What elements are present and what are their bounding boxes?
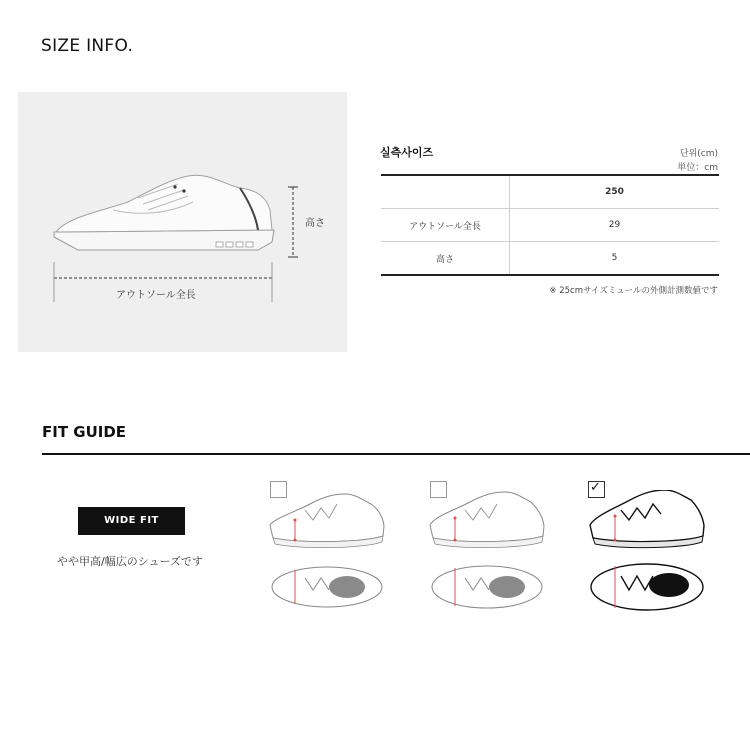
fit-guide-title: FIT GUIDE (42, 423, 127, 441)
table-row-value: 29 (510, 209, 720, 242)
table-row-label: アウトソール全長 (381, 209, 510, 242)
unit-label-ko: 단위(cm) (679, 149, 718, 159)
length-label: アウトソール全長 (116, 290, 196, 301)
table-row-value: 5 (510, 242, 720, 276)
size-table (381, 174, 719, 276)
wide-fit-badge: WIDE FIT (78, 507, 185, 535)
height-label: 高さ (305, 218, 325, 229)
shoe-fit-illustration (265, 490, 390, 615)
table-header-cell: 250 (510, 175, 720, 209)
fit-description: やや甲高/幅広のシューズです (57, 555, 203, 568)
table-row-label: 高さ (381, 242, 510, 276)
table-row (381, 242, 719, 276)
table-header-row (381, 175, 719, 209)
shoe-fit-illustration-selected (585, 490, 710, 615)
shoe-fit-illustration (425, 490, 550, 615)
section-divider (42, 453, 750, 455)
shoe-side-illustration (18, 92, 347, 352)
check-icon: ✓ (590, 480, 601, 495)
table-row (381, 209, 719, 242)
measurement-note: ※ 25cmサイズミュールの外側計測数値です (549, 286, 718, 296)
size-info-title: SIZE INFO. (41, 36, 134, 56)
table-header-cell (381, 175, 510, 209)
shoe-diagram-panel (18, 92, 347, 352)
table-title: 실측사이즈 (380, 146, 434, 159)
unit-label-ja: 単位：cm (677, 163, 718, 173)
